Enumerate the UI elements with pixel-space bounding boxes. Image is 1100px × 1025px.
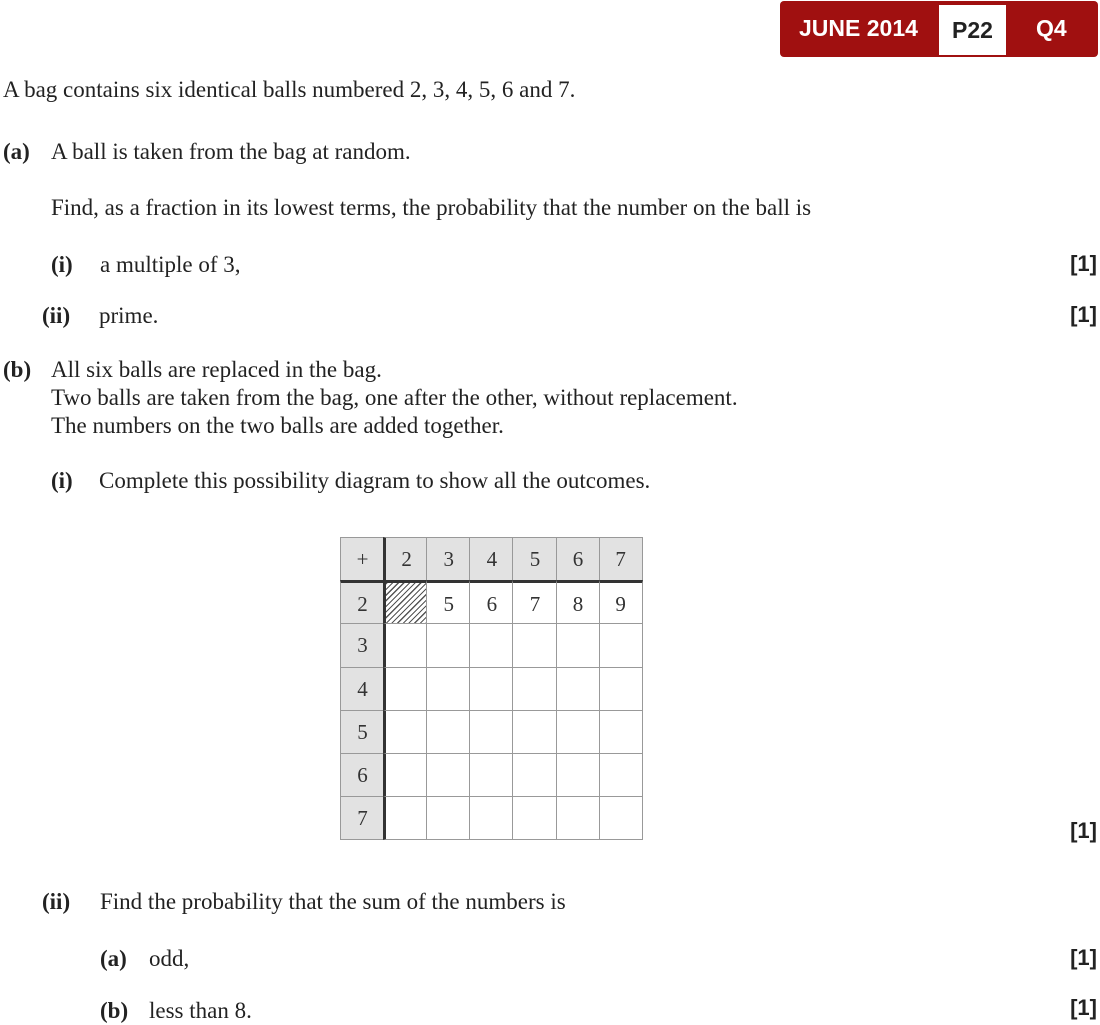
diagram-empty-cell bbox=[426, 796, 470, 840]
part-b-line-1: All six balls are replaced in the bag. bbox=[51, 357, 382, 382]
part-a-ii-text: prime. bbox=[99, 303, 159, 328]
diagram-empty-cell bbox=[469, 753, 513, 797]
diagram-empty-cell bbox=[512, 753, 556, 797]
part-b-line-3: The numbers on the two balls are added together. bbox=[51, 413, 504, 438]
diagram-empty-cell bbox=[599, 623, 643, 667]
diagram-cell: 9 bbox=[599, 580, 643, 624]
diagram-empty-cell bbox=[512, 667, 556, 711]
diagram-row-header: 3 bbox=[340, 623, 384, 667]
part-a-text: A ball is taken from the bag at random. bbox=[51, 139, 411, 164]
part-b-line-2: Two balls are taken from the bag, one after the other, without replacement. bbox=[51, 385, 738, 410]
diagram-empty-cell bbox=[426, 753, 470, 797]
part-b-i-marks: [1] bbox=[1070, 818, 1097, 843]
diagram-empty-cell bbox=[426, 623, 470, 667]
diagram-empty-cell bbox=[469, 710, 513, 754]
diagram-row-header: 7 bbox=[340, 796, 384, 840]
session-label: JUNE 2014 bbox=[799, 15, 918, 41]
diagram-cell: 8 bbox=[556, 580, 600, 624]
part-b-ii-b-text: less than 8. bbox=[149, 998, 252, 1023]
diagram-empty-cell bbox=[469, 796, 513, 840]
diagram-empty-cell bbox=[599, 710, 643, 754]
diagram-empty-cell bbox=[512, 623, 556, 667]
part-b-ii-a-marks: [1] bbox=[1070, 945, 1097, 970]
diagram-empty-cell bbox=[426, 710, 470, 754]
part-b-ii-b-label: (b) bbox=[100, 998, 129, 1023]
diagram-cell: 6 bbox=[469, 580, 513, 624]
part-b-ii-a-text: odd, bbox=[149, 946, 190, 971]
diagram-row-header: 5 bbox=[340, 710, 384, 754]
part-b-i-text: Complete this possibility diagram to show all the outcomes. bbox=[99, 468, 651, 493]
part-b-ii-label: (ii) bbox=[42, 889, 71, 914]
question-number: Q4 bbox=[1036, 15, 1067, 41]
diagram-empty-cell bbox=[426, 667, 470, 711]
diagram-empty-cell bbox=[512, 710, 556, 754]
diagram-empty-cell bbox=[556, 796, 600, 840]
diagram-row-header: 6 bbox=[340, 753, 384, 797]
part-b-label: (b) bbox=[3, 357, 32, 382]
diagram-col-header: 2 bbox=[383, 537, 427, 581]
part-a-ii-marks: [1] bbox=[1070, 302, 1097, 327]
diagram-cell: 7 bbox=[512, 580, 556, 624]
part-b-ii-text: Find the probability that the sum of the numbers is bbox=[100, 889, 566, 914]
diagram-cell: 5 bbox=[426, 580, 470, 624]
diagram-empty-cell bbox=[469, 623, 513, 667]
part-b-i-label: (i) bbox=[51, 468, 73, 493]
possibility-diagram bbox=[340, 537, 642, 840]
part-a-ii-label: (ii) bbox=[42, 303, 71, 328]
question-badge bbox=[780, 1, 1098, 57]
diagram-empty-cell bbox=[383, 667, 427, 711]
diagram-empty-cell bbox=[383, 796, 427, 840]
part-b-ii-a-label: (a) bbox=[100, 946, 127, 971]
diagram-col-header: 3 bbox=[426, 537, 470, 581]
diagram-row-header: 4 bbox=[340, 667, 384, 711]
diagram-col-header: 6 bbox=[556, 537, 600, 581]
part-b-ii-b-marks: [1] bbox=[1070, 995, 1097, 1020]
part-a-i-text: a multiple of 3, bbox=[100, 252, 241, 277]
diagram-empty-cell bbox=[599, 667, 643, 711]
part-a-i-label: (i) bbox=[51, 252, 73, 277]
part-a-label: (a) bbox=[3, 139, 30, 164]
part-a-instruction: Find, as a fraction in its lowest terms, the probability that the number on the ball is bbox=[51, 195, 812, 220]
diagram-empty-cell bbox=[512, 796, 556, 840]
paper-label: P22 bbox=[939, 5, 1006, 55]
diagram-empty-cell bbox=[556, 667, 600, 711]
intro-text: A bag contains six identical balls numbered 2, 3, 4, 5, 6 and 7. bbox=[3, 77, 576, 102]
part-a-i-marks: [1] bbox=[1070, 251, 1097, 276]
diagram-empty-cell bbox=[383, 753, 427, 797]
diagram-empty-cell bbox=[556, 623, 600, 667]
diagram-shaded-cell bbox=[383, 580, 427, 624]
diagram-empty-cell bbox=[383, 623, 427, 667]
diagram-empty-cell bbox=[469, 667, 513, 711]
diagram-corner-plus: + bbox=[340, 537, 384, 581]
diagram-empty-cell bbox=[599, 796, 643, 840]
diagram-empty-cell bbox=[383, 710, 427, 754]
diagram-col-header: 5 bbox=[512, 537, 556, 581]
diagram-col-header: 4 bbox=[469, 537, 513, 581]
diagram-empty-cell bbox=[556, 753, 600, 797]
diagram-empty-cell bbox=[599, 753, 643, 797]
diagram-empty-cell bbox=[556, 710, 600, 754]
diagram-row-header: 2 bbox=[340, 580, 384, 624]
diagram-col-header: 7 bbox=[599, 537, 643, 581]
